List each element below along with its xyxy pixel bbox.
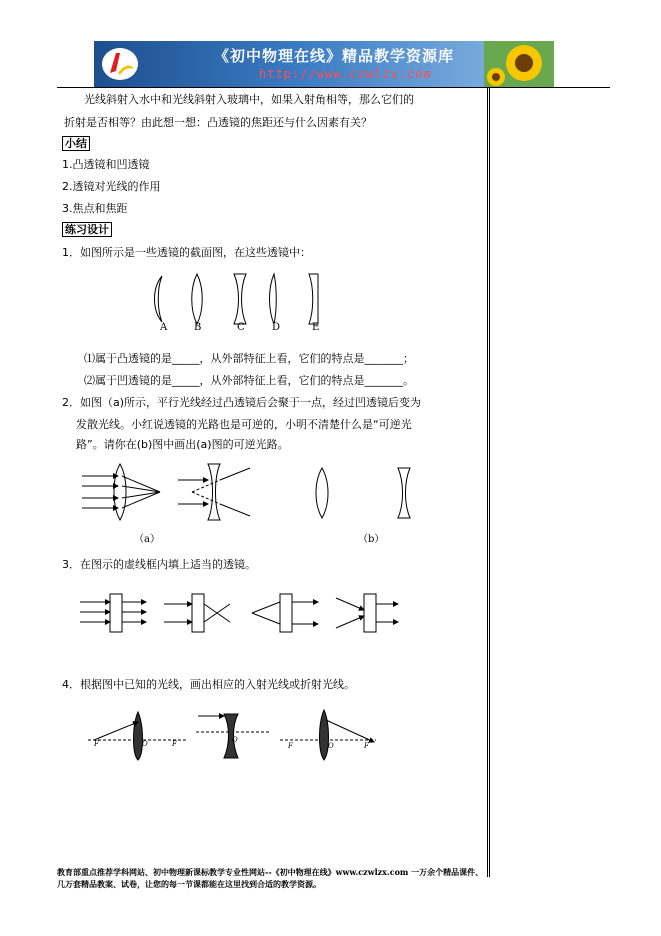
- summary-item-1: 1.凸透镜和凹透镜: [62, 158, 150, 171]
- exercise-heading: 练习设计: [62, 222, 112, 237]
- q2-figure-a: [82, 462, 252, 522]
- lens-label-a: A: [160, 322, 168, 333]
- caption-a: （a）: [134, 534, 160, 545]
- concave-lens-b: [398, 468, 410, 518]
- q4-label-f1: F: [94, 740, 99, 748]
- q3-figure: [80, 588, 400, 638]
- q1-sub-2: ⑵属于凹透镜的是_____，从外部特征上看，它们的特点是_______。: [84, 374, 414, 387]
- q2-line-1: 2．如图（a)所示，平行光线经过凸透镜后会聚于一点，经过凹透镜后变为: [62, 396, 422, 409]
- intro-line-1: 光线斜射入水中和光线斜射入玻璃中，如果入射角相等，那么它们的: [84, 93, 414, 106]
- margin-rule: [487, 87, 488, 877]
- banner-url[interactable]: http://www.czwlzx.com: [259, 67, 432, 81]
- intro-line-2: 折射是否相等？由此想一想：凸透镜的焦距还与什么因素有关？: [64, 116, 372, 129]
- lens-label-c: C: [237, 322, 245, 333]
- footer-line-2: 几万套精品教案、试卷，让您的每一节课都能在这里找到合适的教学资源。: [57, 879, 321, 889]
- header-banner: [94, 41, 554, 87]
- q4-text: 4．根据图中已知的光线，画出相应的入射光线或折射光线。: [62, 678, 355, 691]
- banner-title: 《初中物理在线》精品教学资源库: [214, 47, 455, 65]
- box-4: [364, 594, 376, 632]
- header-rule: [57, 87, 610, 88]
- q4-label-f2: F: [172, 740, 177, 748]
- lens-label-b: B: [194, 322, 202, 333]
- lens-e-planoconcave: [309, 274, 318, 324]
- convex-lens-b: [316, 468, 328, 518]
- q2-line-2: 发散光线。小红说透镜的光路也是可逆的，小明不清楚什么是“可逆光: [76, 418, 412, 431]
- q4-figure: [84, 706, 384, 762]
- footer-line-1: 教育部重点推荐学科网站、初中物理新课标教学专业性网站--《初中物理在线》www.czwlzx.com 一万余个精品课件、: [57, 867, 484, 877]
- q2-figure-b: [310, 466, 420, 520]
- lens-c-biconcave: [234, 274, 246, 324]
- q4-label-o2: O: [232, 736, 238, 744]
- box-3: [280, 594, 292, 632]
- q4-convex-lens-2: [320, 710, 329, 760]
- q4-label-f3: F: [288, 742, 293, 750]
- q4-label-o1: O: [142, 740, 148, 748]
- lens-a-meniscus: [155, 276, 163, 322]
- lens-d-planoconvex: [270, 274, 277, 324]
- convex-lens-a: [114, 464, 126, 520]
- lens-label-d: D: [272, 322, 281, 333]
- lens-b-biconvex: [192, 274, 203, 324]
- caption-b: （b）: [358, 534, 385, 545]
- sunflower-icon: [484, 41, 554, 87]
- q4-convex-lens-1: [134, 712, 143, 760]
- q1-sub-1: ⑴属于凸透镜的是_____，从外部特征上看，它们的特点是_______；: [84, 352, 414, 365]
- margin-rule-2: [489, 87, 490, 877]
- summary-item-3: 3.焦点和焦距: [62, 202, 128, 215]
- q2-line-3: 路”。请你在(b)图中画出(a)图的可逆光路。: [76, 438, 289, 451]
- q1-text: 1．如图所示是一些透镜的截面图，在这些透镜中：: [62, 246, 311, 259]
- site-logo-icon: [100, 45, 140, 83]
- concave-lens-a: [208, 464, 220, 520]
- summary-heading: 小结: [62, 136, 90, 151]
- q4-label-o3: O: [328, 742, 334, 750]
- q4-label-f4: F: [364, 742, 369, 750]
- box-1: [110, 594, 122, 632]
- lens-label-e: E: [312, 322, 320, 333]
- box-2: [192, 594, 204, 632]
- summary-item-2: 2.透镜对光线的作用: [62, 180, 161, 193]
- q3-text: 3．在图示的虚线框内填上适当的透镜。: [62, 558, 256, 571]
